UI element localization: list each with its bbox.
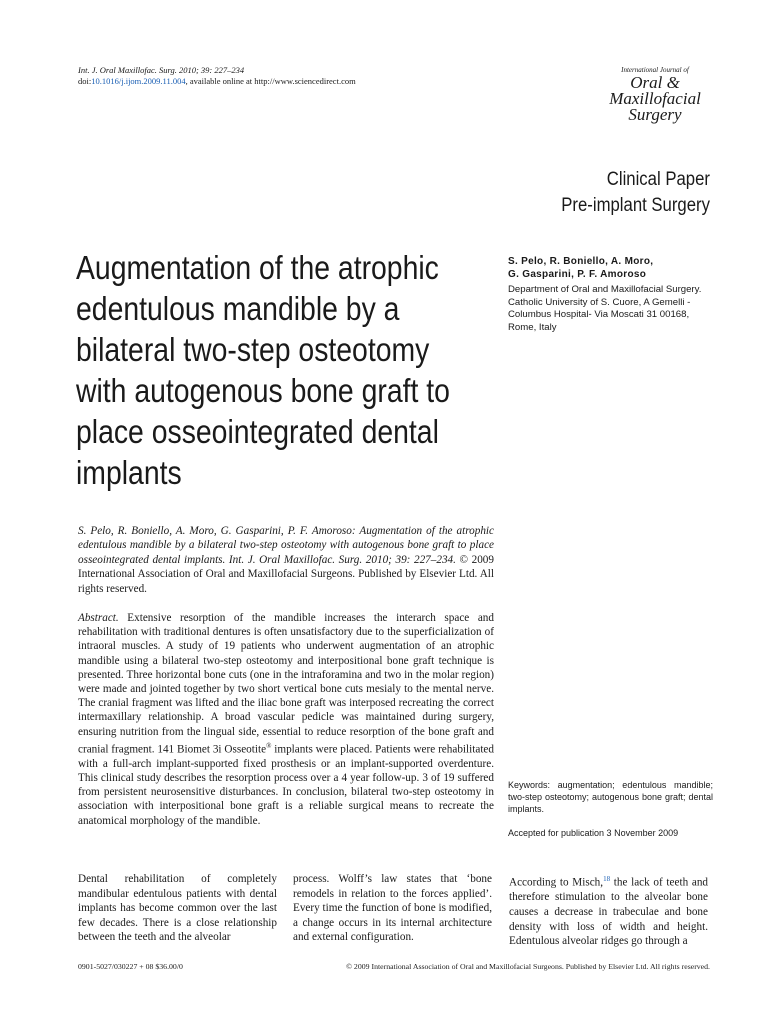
journal-logo-line3: Maxillofacial [609, 89, 701, 108]
authors-block [508, 256, 718, 334]
body-text-continued: the lack of teeth and therefore stimulation to the alveolar bone causes a decrease in trabeculae and bone density with loss of width and height. Edentulous alveolar ridges go through a [509, 876, 709, 948]
journal-citation: Int. J. Oral Maxillofac. Surg. 2010; 39: 227–234 [78, 65, 245, 75]
abstract-text-continued: implants were placed. Patients were rehabilitated with a full-arch implant-supported fixed prosthesis or an implant-supported overdenture. This clinical study describes the resorption process over a 4 year follow-up. 3 of 19 suffered from persistent neurosensitive disturbances. In conclusion, bilateral two-step osteotomy in association with interpositional bone graft is a reliable surgical means to recreate the anatomical morphology of the mandible. [78, 743, 494, 827]
abstract-text: Extensive resorption of the mandible increases the interarch space and rehabilitation with traditional dentures is often unsatisfactory due to the superficialization of intraoral muscles. A study of 19 patients who underwent augmentation of an atrophic mandible using a bilateral two-step osteotomy and interpositional bone graft technique is presented. Three horizontal bone cuts (one in the intraforamina and two in the molar region) were made and jointed together by two short vertical bone cuts mesialy to the mental nerve. The cranial fragment was lifted and the iliac bone graft was interposed recreating the correct intermaxillary relationship. A broad vascular pedicle was maintained during surgery, ensuring nutrition from the lingual side, essential to reduce resorption of the bone graft and cranial fragment. 141 Biomet 3i Osseotite [78, 612, 494, 756]
paper-subcategory: Pre-implant Surgery [561, 195, 710, 216]
citation-italic: S. Pelo, R. Boniello, A. Moro, G. Gasparini, P. F. Amoroso: Augmentation of the atrophic edentulous mandible by a bilateral two-step osteotomy with autogenous bone graft to place osseointegrated dental implants. Int. J. Oral Maxillofac. Surg. 2010; 39: 227–234. [78, 525, 494, 566]
title-line: place osseointegrated dental [76, 413, 439, 450]
journal-logo-line2: Oral & [630, 73, 680, 92]
title-line: bilateral two-step osteotomy [76, 331, 430, 368]
journal-logo-line1: International Journal of [621, 66, 689, 74]
affiliation: Department of Oral and Maxillofacial Surgery. Catholic University of S. Cuore, A Gemelli - Columbus Hospital- Via Moscati 31 00168, Rome, Italy [508, 284, 702, 333]
reference-link[interactable]: 18 [603, 875, 611, 883]
title-line: with autogenous bone graft to [76, 372, 450, 409]
registered-mark: ® [266, 741, 272, 750]
authors-line: S. Pelo, R. Boniello, A. Moro, [508, 256, 654, 267]
body-column-1: Dental rehabilitation of completely mandibular edentulous patients with dental implants has become common over the last few decades. There is a close relationship between the teeth and the alveolar [78, 873, 277, 944]
doi-line [78, 76, 356, 87]
body-column-2: process. Wolff’s law states that ‘bone remodels in relation to the forces applied’. Every time the function of bone is modified, a change occurs in its internal architecture and external configuration. [293, 873, 492, 944]
footer-code: 0901-5027/030227 + 08 $36.00/0 [78, 962, 183, 971]
doi-link[interactable]: 10.1016/j.ijom.2009.11.004 [91, 76, 186, 86]
abstract-label: Abstract. [78, 612, 119, 624]
availability-text: , available online at http://www.sciencedirect.com [185, 76, 356, 86]
authors-line: G. Gasparini, P. F. Amoroso [508, 268, 647, 280]
journal-logo-line4: Surgery [628, 105, 682, 124]
paper-title [76, 247, 480, 493]
title-line: edentulous mandible by a [76, 290, 400, 327]
citation-paragraph [78, 524, 494, 596]
paper-type [561, 167, 710, 219]
abstract [78, 611, 494, 828]
copyright-text: © 2009 International Association of Oral and Maxillofacial Surgeons. Published by Elsevier Ltd. All rights reserved. [78, 553, 494, 595]
doi-prefix: doi: [78, 76, 92, 86]
journal-logo [600, 66, 710, 123]
keywords: Keywords: augmentation; edentulous mandible; two-step osteotomy; autogenous bone graft; dental implants. [508, 780, 713, 814]
citation-header [78, 65, 356, 87]
body-text: According to Misch, [509, 876, 604, 889]
footer-copyright: © 2009 International Association of Oral and Maxillofacial Surgeons. Published by Elsevier Ltd. All rights reserved. [346, 962, 710, 971]
accepted-date: Accepted for publication 3 November 2009 [508, 828, 679, 838]
title-line: implants [76, 454, 182, 491]
body-column-3 [509, 872, 708, 949]
title-line: Augmentation of the atrophic [76, 249, 439, 286]
paper-category: Clinical Paper [606, 169, 710, 190]
